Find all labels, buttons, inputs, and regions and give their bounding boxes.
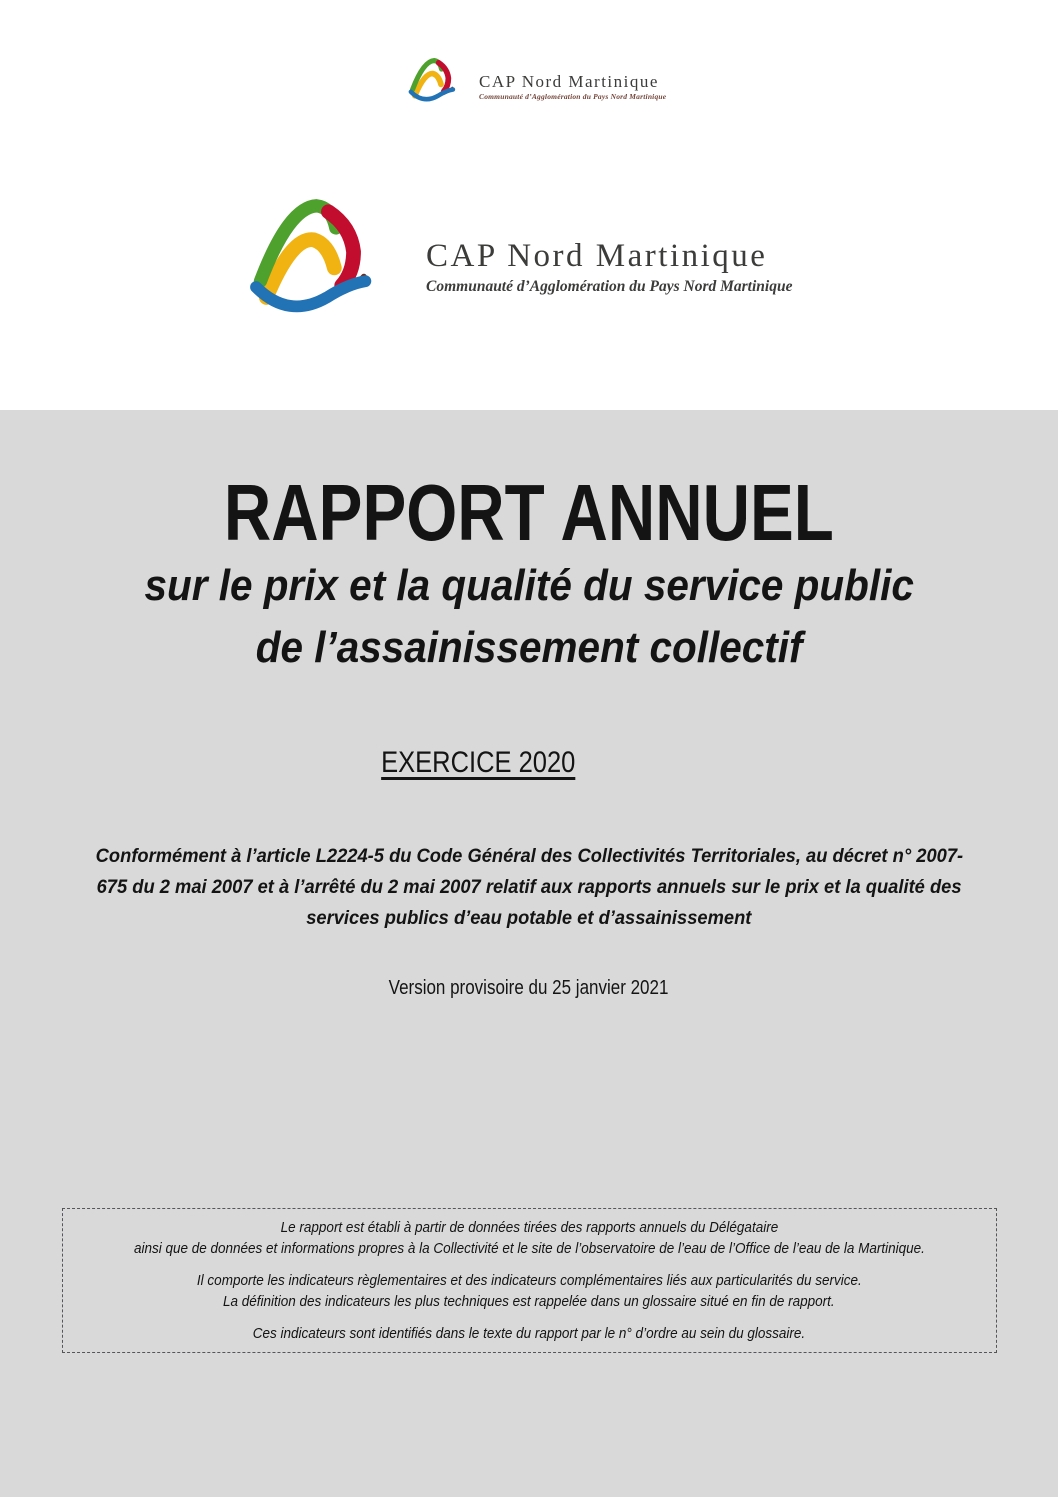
header-logo-small	[408, 56, 666, 106]
logo-small-title: CAP Nord Martinique	[479, 72, 659, 91]
legal-line: 675 du 2 mai 2007 et à l’arrêté du 2 mai 2007 relatif aux rapports annuels sur le prix et la qualité des	[96, 876, 962, 898]
logo-large-subtitle: Communauté d’Agglomération du Pays Nord Martinique	[426, 278, 793, 295]
header-logo-large	[248, 194, 792, 324]
report-notes-box	[62, 1208, 997, 1353]
legal-line: services publics d’eau potable et d’assainissement	[306, 907, 752, 929]
page-subtitle-line2: de l’assainissement collectif	[255, 623, 803, 672]
note-paragraph	[222, 1323, 836, 1344]
logo-small-subtitle: Communauté d’Agglomération du Pays Nord Martinique	[479, 92, 667, 101]
cover-section	[0, 410, 1058, 1497]
cap-nord-martinique-logo-icon	[408, 56, 466, 106]
note-line: Il comporte les indicateurs règlementaires et des indicateurs complémentaires liés aux particularités du service.	[196, 1272, 862, 1289]
note-line: Ces indicateurs sont identifiés dans le texte du rapport par le n° d’ordre au sein du glossaire.	[252, 1325, 806, 1342]
legal-reference-paragraph	[68, 841, 991, 934]
logo-large-title: CAP Nord Martinique	[426, 238, 768, 274]
note-paragraph	[90, 1217, 969, 1259]
note-paragraph	[160, 1270, 899, 1312]
note-line: ainsi que de données et informations propres à la Collectivité et le site de l’observatoire de l’eau de l’Office de l’eau de la Martinique.	[133, 1240, 925, 1257]
page-title: RAPPORT ANNUEL	[224, 468, 834, 557]
page-subtitle-line1: sur le prix et la qualité du service public	[144, 561, 914, 610]
note-line: La définition des indicateurs les plus techniques est rappelée dans un glossaire situé en fin de rapport.	[223, 1293, 835, 1310]
note-line: Le rapport est établi à partir de données tirées des rapports annuels du Délégataire	[280, 1219, 778, 1236]
cap-nord-martinique-logo-icon	[248, 194, 400, 324]
legal-line: Conformément à l’article L2224-5 du Code Général des Collectivités Territoriales, au décret n° 2007-	[95, 845, 963, 867]
version-note: Version provisoire du 25 janvier 2021	[389, 977, 669, 999]
exercise-year-label: EXERCICE 2020	[380, 746, 576, 779]
